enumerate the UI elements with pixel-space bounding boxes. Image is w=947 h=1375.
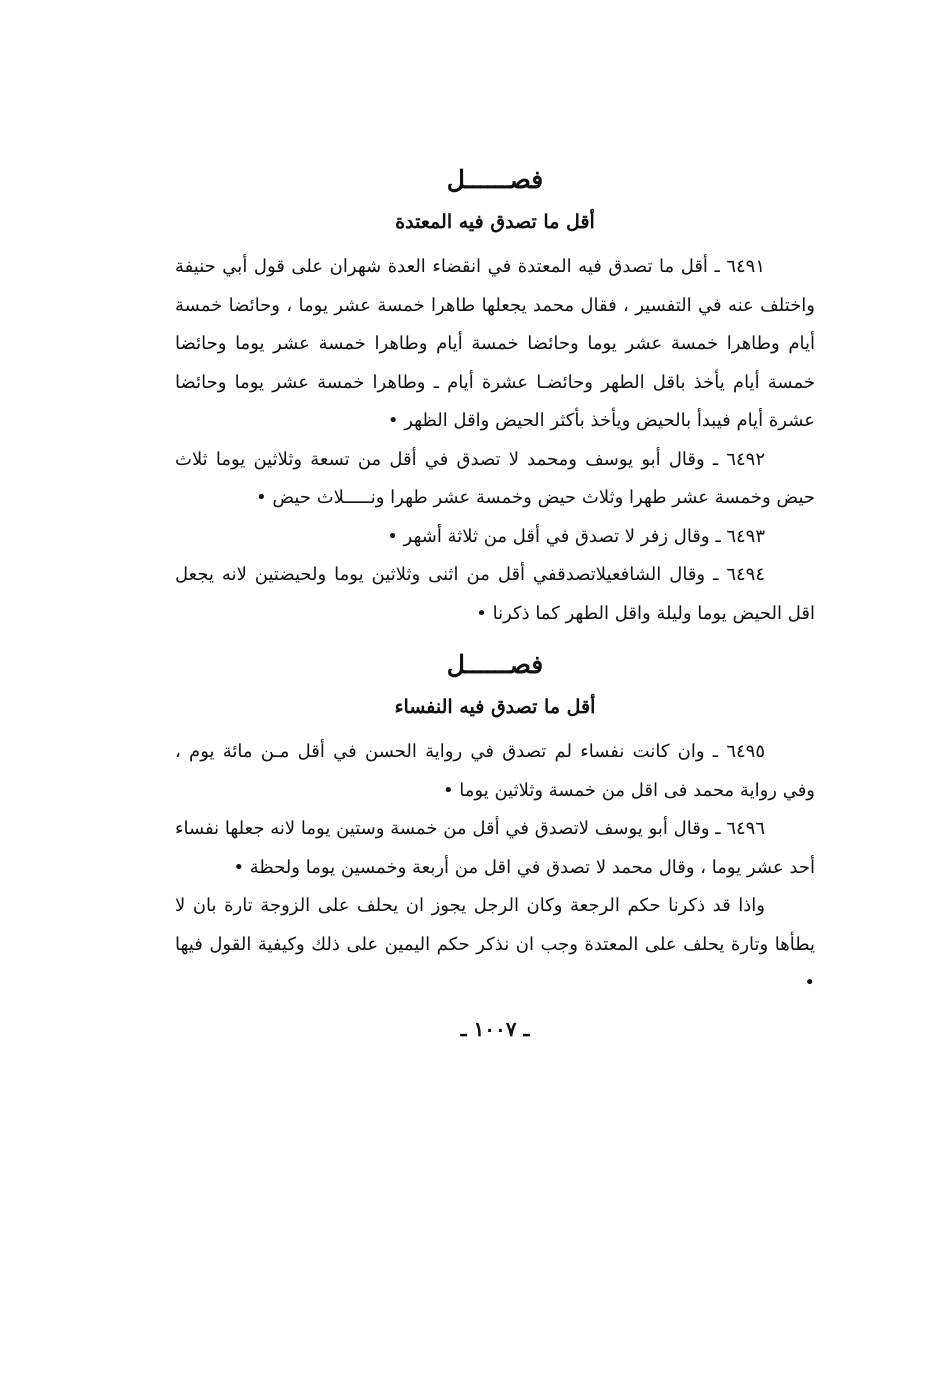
paragraph-6496: ٦٤٩٦ ـ وقال أبو يوسف لاتصدق في أقل من خمسة وستين يوما لانه جعلها نفساء أحد عشر يوما ، وقال محمد لا تصدق في اقل من أربعة وخمسين يوما ولحظة • (175, 818, 815, 878)
book-page (175, 160, 815, 1047)
section-heading: فصــــــل (446, 165, 544, 194)
paragraph-6491: ٦٤٩١ ـ أقل ما تصدق فيه المعتدة في انقضاء العدة شهران على قول أبي حنيفة واختلف عنه في التفسير ، فقال محمد يجعلها طاهرا خمسة عشر يوما ، وحائضا خمسة أيام وطاهرا خمسة عشر يوما وحائضا خمسة أيام وطاهرا خمسة عشر يوما وحائضا خمسة أيام يأخذ باقل الطهر وحائضـا عشرة أيام ـ وطاهرا خمسة عشر يوما وحائضا عشرة أيام فيبدأ بالحيض ويأخذ بأكثر الحيض واقل الظهر • (175, 256, 815, 431)
section-gap (175, 633, 815, 645)
paragraph-6495: ٦٤٩٥ ـ وان كانت نفساء لم تصدق في رواية الحسن في أقل مـن مائة يوم ، وفي رواية محمد فى اقل من خمسة وثلاثين يوما • (175, 741, 815, 801)
closing-paragraph: واذا قد ذكرنا حكم الرجعة وكان الرجل يجوز ان يحلف على الزوجة تارة بان لا يطأها وتارة يحلف على المعتدة وجب ان نذكر حكم اليمين على ذلك وكيفية القول فيها • (175, 895, 815, 993)
section-heading: فصــــــل (446, 650, 544, 679)
paragraph-6492: ٦٤٩٢ ـ وقال أبو يوسف ومحمد لا تصدق في أقل من تسعة وثلاثين يوما ثلاث حيض وخمسة عشر طهرا وثلاث حيض وخمسة عشر طهرا ونـــــلاث حيض • (175, 448, 815, 508)
section-subheading: أقل ما تصدق فيه النفساء (394, 696, 596, 718)
paragraph-6493: ٦٤٩٣ ـ وقال زفر لا تصدق في أقل من ثلاثة أشهر • (387, 525, 765, 547)
page-number: ـ ١٠٠٧ ـ (460, 1016, 530, 1041)
section-subheading: أقل ما تصدق فيه المعتدة (395, 211, 595, 233)
paragraph-6494: ٦٤٩٤ ـ وقال الشافعيلاتصدقفي أقل من اثنى وثلاثين يوما ولحيضتين لانه يجعل اقل الحيض يوما وليلة واقل الطهر كما ذكرنا • (175, 564, 815, 624)
